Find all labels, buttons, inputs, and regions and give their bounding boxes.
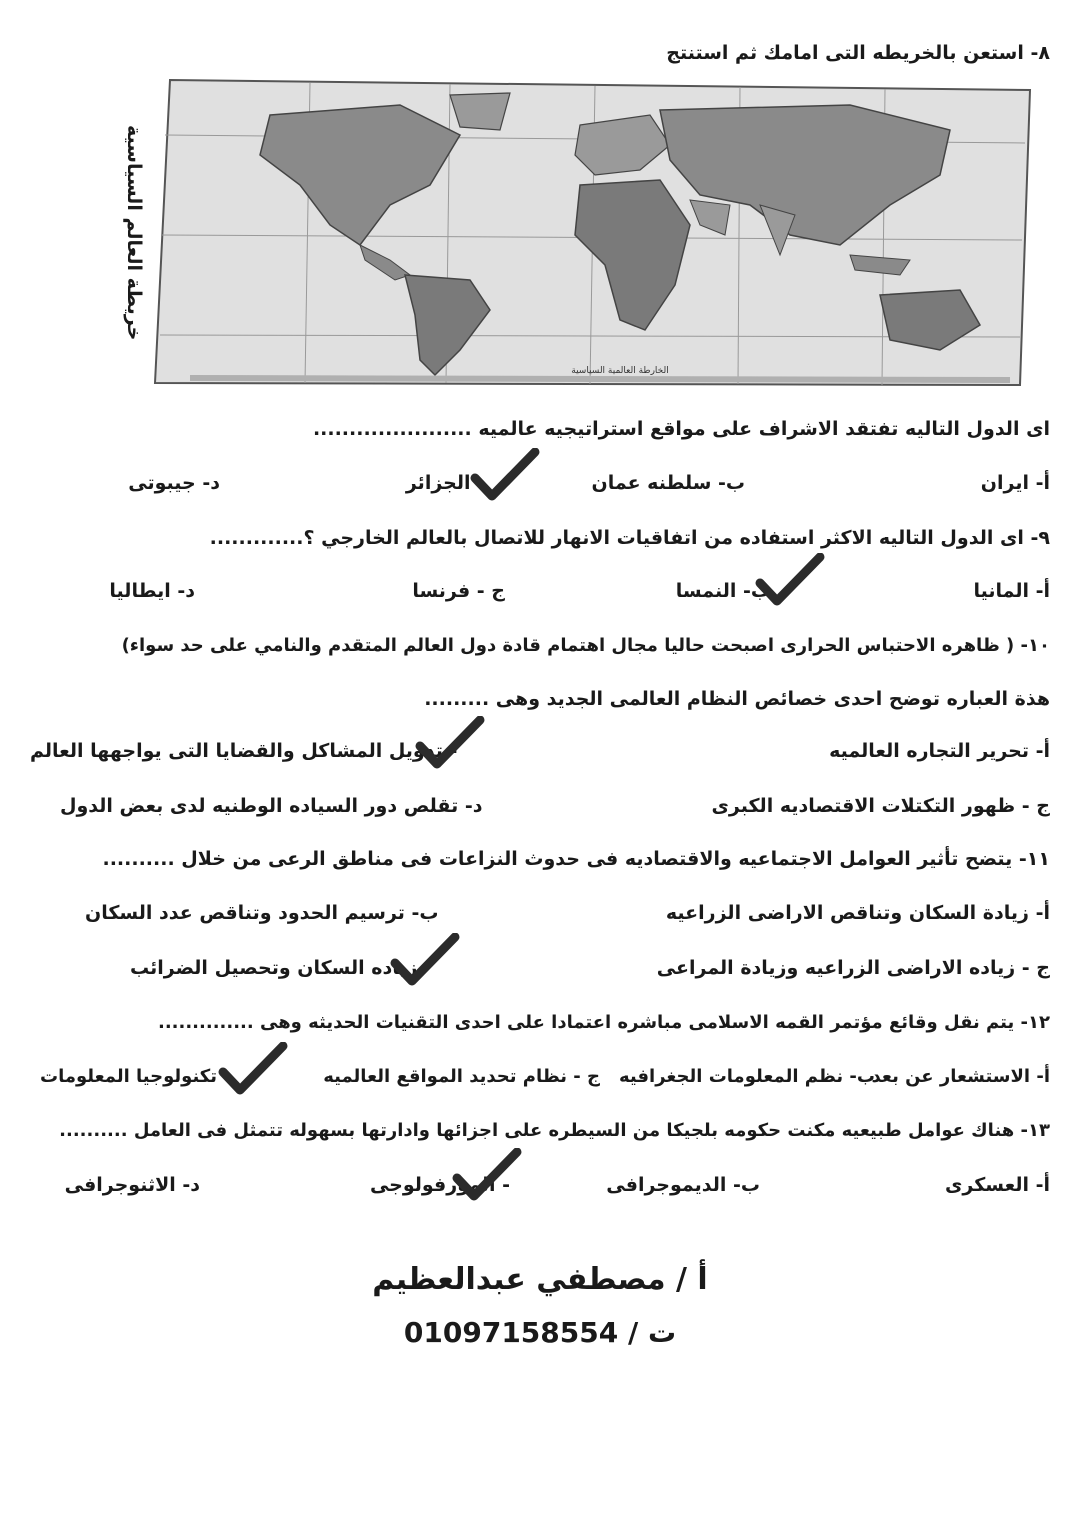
teacher-name: أ / مصطفي عبدالعظيم <box>372 1262 708 1297</box>
q9-option-b[interactable]: ب- النمسا <box>675 580 770 602</box>
q10-question: ١٠- ( ظاهره الاحتباس الحرارى اصبحت حاليا مجال اهتمام قادة دول العالم المتقدم والنامي على حد سواء) <box>121 635 1050 656</box>
q12-options <box>30 1066 1050 1100</box>
map-small-caption: الخارطة العالمية السياسية <box>571 366 669 376</box>
q8-option-a[interactable]: أ- ايران <box>980 472 1050 494</box>
q11-options-row2 <box>30 957 1050 991</box>
q12-option-c[interactable]: ج - نظام تحديد المواقع العالميه <box>323 1066 600 1087</box>
q10-option-a[interactable]: أ- تحرير التجاره العالميه <box>829 740 1050 762</box>
q12-option-b[interactable]: ب- نظم المعلومات الجغرافيه <box>618 1066 875 1087</box>
q8-option-d[interactable]: د- جيبوتى <box>128 472 220 494</box>
q12-option-d[interactable]: - تكنولوجيا المعلومات <box>40 1066 231 1087</box>
teacher-phone: ت / 01097158554 <box>403 1316 677 1349</box>
world-political-map <box>150 75 1040 390</box>
q11-option-b[interactable]: ب- ترسيم الحدود وتناقص عدد السكان <box>85 902 439 924</box>
q9-option-d[interactable]: د- ايطاليا <box>109 580 195 602</box>
q13-option-c[interactable]: - المورفولوجى <box>369 1174 510 1196</box>
checkmark-icon <box>470 448 540 508</box>
q9-option-a[interactable]: أ- المانيا <box>973 580 1050 602</box>
q13-option-a[interactable]: أ- العسكرى <box>944 1174 1050 1196</box>
q10-option-c[interactable]: ج - ظهور التكتلات الاقتصاديه الكبرى <box>711 795 1050 817</box>
checkmark-icon <box>755 553 825 613</box>
checkmark-icon <box>218 1042 288 1102</box>
checkmark-icon <box>390 933 460 993</box>
q10-option-b[interactable]: - تدويل المشاكل والقضايا التى يواجهها العالم <box>30 740 458 762</box>
checkmark-icon <box>415 716 485 776</box>
q9-option-c[interactable]: ج - فرنسا <box>412 580 505 602</box>
q8-options <box>30 472 1050 506</box>
q13-option-b[interactable]: ب- الديموجرافى <box>606 1174 760 1196</box>
q11-question: ١١- يتضح تأثير العوامل الاجتماعيه والاقتصاديه فى حدوث النزاعات فى مناطق الرعى من خلال .......... <box>102 848 1050 870</box>
q13-option-d[interactable]: د- الاثنوجرافى <box>64 1174 200 1196</box>
q8-option-b[interactable]: ب- سلطنه عمان <box>591 472 745 494</box>
q12-question: ١٢- يتم نقل وقائع مؤتمر القمه الاسلامى مباشره اعتمادا على احدى التقنيات الحديثه وهى .............. <box>157 1012 1050 1033</box>
q10-option-d[interactable]: د- تقلص دور السياده الوطنيه لدى بعض الدول <box>60 795 483 817</box>
q10-options-row2 <box>30 795 1050 829</box>
q8-question: اى الدول التاليه تفتقد الاشراف على مواقع استراتيجيه عالميه ...................... <box>312 418 1050 440</box>
q13-options <box>30 1174 1050 1208</box>
q10-sub: هذة العباره توضح احدى خصائص النظام العالمى الجديد وهى ......... <box>424 688 1050 710</box>
q8-option-c[interactable]: - الجزائر <box>405 472 485 494</box>
q8-prompt: ٨- استعن بالخريطه التى امامك ثم استنتج <box>666 42 1050 64</box>
world-map-image <box>150 75 1040 390</box>
q11-option-d[interactable]: زياده السكان وتحصيل الضرائب <box>130 957 418 979</box>
checkmark-icon <box>452 1148 522 1208</box>
q9-question: ٩- اى الدول التاليه الاكثر استفاده من اتفاقيات الانهار للاتصال بالعالم الخارجي ؟............. <box>209 527 1050 549</box>
map-caption: خريطة العالم السياسية <box>123 124 145 340</box>
q10-options-row1 <box>30 740 1050 774</box>
q13-question: ١٣- هناك عوامل طبيعيه مكنت حكومه بلجيكا من السيطره على اجزائها وادارتها بسهوله تتمثل فى العامل .......... <box>59 1120 1050 1141</box>
q11-options-row1 <box>30 902 1050 936</box>
q9-options <box>30 580 1050 614</box>
q11-option-c[interactable]: ج - زياده الاراضى الزراعيه وزيادة المراعى <box>656 957 1050 979</box>
q11-option-a[interactable]: أ- زيادة السكان وتناقص الاراضى الزراعيه <box>665 902 1050 924</box>
q12-option-a[interactable]: أ- الاستشعار عن بعد <box>871 1066 1050 1087</box>
